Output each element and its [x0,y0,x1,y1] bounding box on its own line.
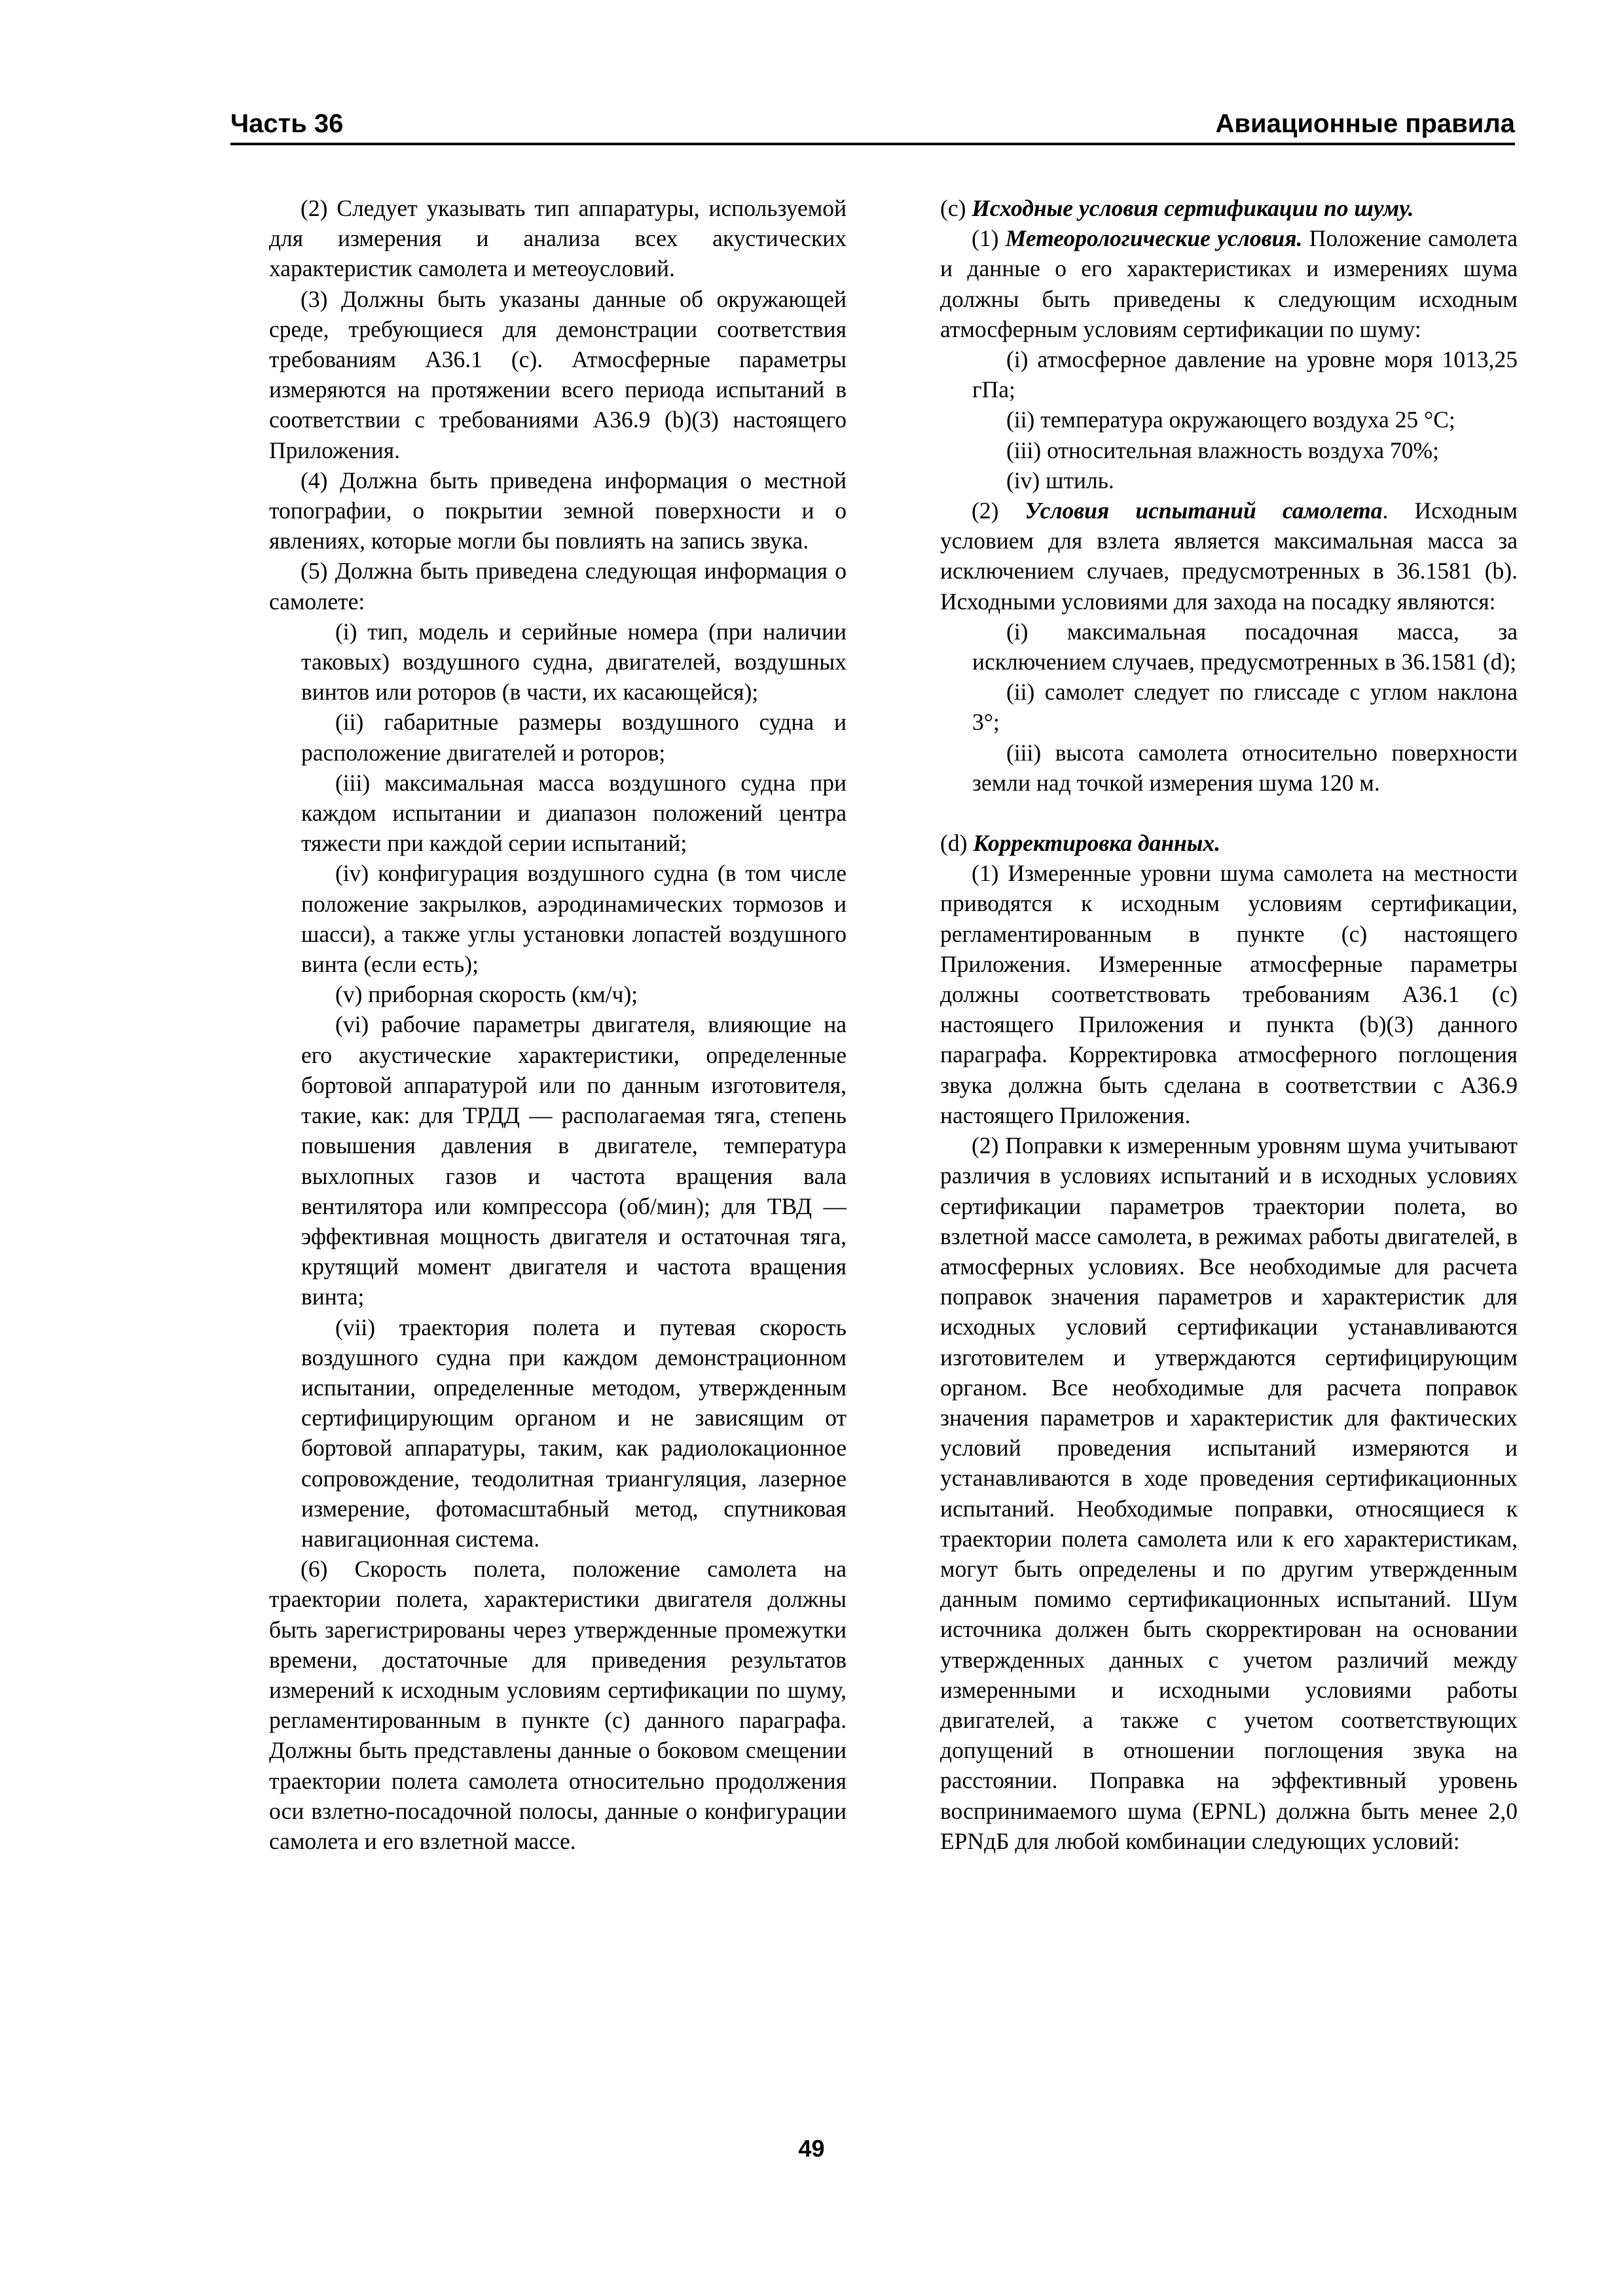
paragraph-5-vi: (vi) рабочие параметры двигателя, влияющие на его акустические характеристики, определенные бортовой аппаратурой или по данным изготовителя, такие, как: для ТРДД — располагаемая тяга, степень повышения давления в двигателе, температура выхлопных газов и частота вращения вала вентилятора или компрессора (об/мин); для ТВД — эффективная мощность двигателя и остаточная тяга, крутящий момент двигателя и частота вращения винта; [301,1011,847,1310]
c2-title: Условия испытаний самолета [1025,497,1383,524]
header-part: Часть 36 [230,109,344,138]
paragraph-c2-i: (i) максимальная посадочная масса, за исключением случаев, предусмотренных в 36.1581 (d); [972,618,1518,675]
paragraph-5: (5) Должна быть приведена следующая информация о самолете: [269,558,847,615]
paragraph-c1-ii: (ii) температура окружающего воздуха 25 °С; [1006,406,1455,433]
section-d-heading [940,828,1518,858]
paragraph-c1-iv: (iv) штиль. [1006,467,1114,493]
paragraph-5-v: (v) приборная скорость (км/ч); [335,981,638,1008]
paragraph-c2-iii: (iii) высота самолета относительно поверхности земли над точкой измерения шума 120 м. [972,739,1518,796]
c1-title: Метеорологические условия. [1005,225,1303,252]
section-d-title: Корректировка данных. [973,830,1221,857]
section-c-title: Исходные условия сертификации по шуму. [972,195,1414,221]
paragraph-5-iii: (iii) максимальная масса воздушного судна при каждом испытании и диапазон положений центра тяжести при каждой серии испытаний; [301,769,847,857]
paragraph-5-vii: (vii) траектория полета и путевая скорость воздушного судна при каждом демонстрационном испытании, определенные методом, утвержденным сертифицирующим органом и не зависящим от бортовой аппаратуры, таким, как радиолокационное сопровождение, теодолитная триангуляция, лазерное измерение, фотомасштабный метод, спутниковая навигационная система. [301,1314,847,1552]
paragraph-c2 [940,495,1518,617]
header-title: Авиационные правила [1215,109,1515,138]
section-c-label: (с) [940,195,972,221]
paragraph-4: (4) Должна быть приведена информация о местной топографии, о покрытии земной поверхности и о явлениях, которые могли бы повлиять на запись звука. [269,467,847,554]
paragraph-5-iv: (iv) конфигурация воздушного судна (в том числе положение закрылков, аэродинамических тормозов и шасси), а также углы установки лопастей воздушного винта (если есть); [301,860,847,978]
page-header [230,103,1515,145]
paragraph-c1-i: (i) атмосферное давление на уровне моря 1013,25 гПа; [972,346,1518,403]
c1-number: (1) [972,225,1006,252]
right-column [940,193,1518,1856]
section-c-heading [940,193,1518,223]
paragraph-c2-ii: (ii) самолет следует по глиссаде с углом наклона 3°; [972,679,1518,736]
section-d-label: (d) [940,830,974,857]
c2-text: . Исходным условием для взлета является максимальная масса за исключением случаев, предусмотренных в 36.1581 (b). Исходными условиями для захода на посадку являются: [940,497,1518,615]
paragraph-5-i: (i) тип, модель и серийные номера (при наличии таковых) воздушного судна, двигателей, воздушных винтов или роторов (в части, их касающейся); [301,618,847,706]
c2-number: (2) [972,497,1025,524]
paragraph-5-ii: (ii) габаритные размеры воздушного судна и расположение двигателей и роторов; [301,709,847,766]
page-number: 49 [798,2135,825,2162]
paragraph-2: (2) Следует указывать тип аппаратуры, используемой для измерения и анализа всех акустических характеристик самолета и метеоусловий. [269,195,847,282]
paragraph-c1 [940,223,1518,344]
c1-text: Положение самолета и данные о его характеристиках и измерениях шума должны быть приведены к следующим исходным атмосферным условиям сертификации по шуму: [940,225,1518,342]
left-column [269,193,847,1856]
paragraph-d2: (2) Поправки к измеренным уровням шума учитывают различия в условиях испытаний и в исходных условиях сертификации параметров траектории полета, во взлетной массе самолета, в режимах работы двигателей, в атмосферных условиях. Все необходимые для расчета поправок значения параметров и характеристик для исходных условий сертификации устанавливаются изготовителем и утверждаются сертифицирующим органом. Все необходимые для расчета поправок значения параметров и характеристик для фактических условий проведения испытаний измеряются и устанавливаются в ходе проведения сертификационных испытаний. Необходимые поправки, относящиеся к траектории полета самолета или к его характеристикам, могут быть определены и по другим утвержденным данным помимо сертификационных испытаний. Шум источника должен быть скорректирован на основании утвержденных данных с учетом различий между измеренными и исходными условиями работы двигателей, а также с учетом соответствующих допущений в отношении поглощения звука на расстоянии. Поправка на эффективный уровень воспринимаемого шума (EPNL) должна быть менее 2,0 EPNдБ для любой комбинации следующих условий: [940,1132,1518,1854]
paragraph-c1-iii: (iii) относительная влажность воздуха 70%; [1006,437,1439,463]
paragraph-6: (6) Скорость полета, положение самолета на траектории полета, характеристики двигателя должны быть зарегистрированы через утвержденные промежутки времени, достаточные для приведения результатов измерений к исходным условиям сертификации по шуму, регламентированным в пункте (с) данного параграфа. Должны быть представлены данные о боковом смещении траектории полета самолета относительно продолжения оси взлетно-посадочной полосы, данные о конфигурации самолета и его взлетной массе. [269,1556,847,1854]
paragraph-3: (3) Должны быть указаны данные об окружающей среде, требующиеся для демонстрации соответствия требованиям А36.1 (с). Атмосферные параметры измеряются на протяжении всего периода испытаний в соответствии с требованиями А36.9 (b)(3) настоящего Приложения. [269,285,847,463]
paragraph-d1: (1) Измеренные уровни шума самолета на местности приводятся к исходным условиям сертификации, регламентированным в пункте (с) настоящего Приложения. Измеренные атмосферные параметры должны соответствовать требованиям А36.1 (с) настоящего Приложения и пункта (b)(3) данного параграфа. Корректировка атмосферного поглощения звука должна быть сделана в соответствии с А36.9 настоящего Приложения. [940,860,1518,1128]
